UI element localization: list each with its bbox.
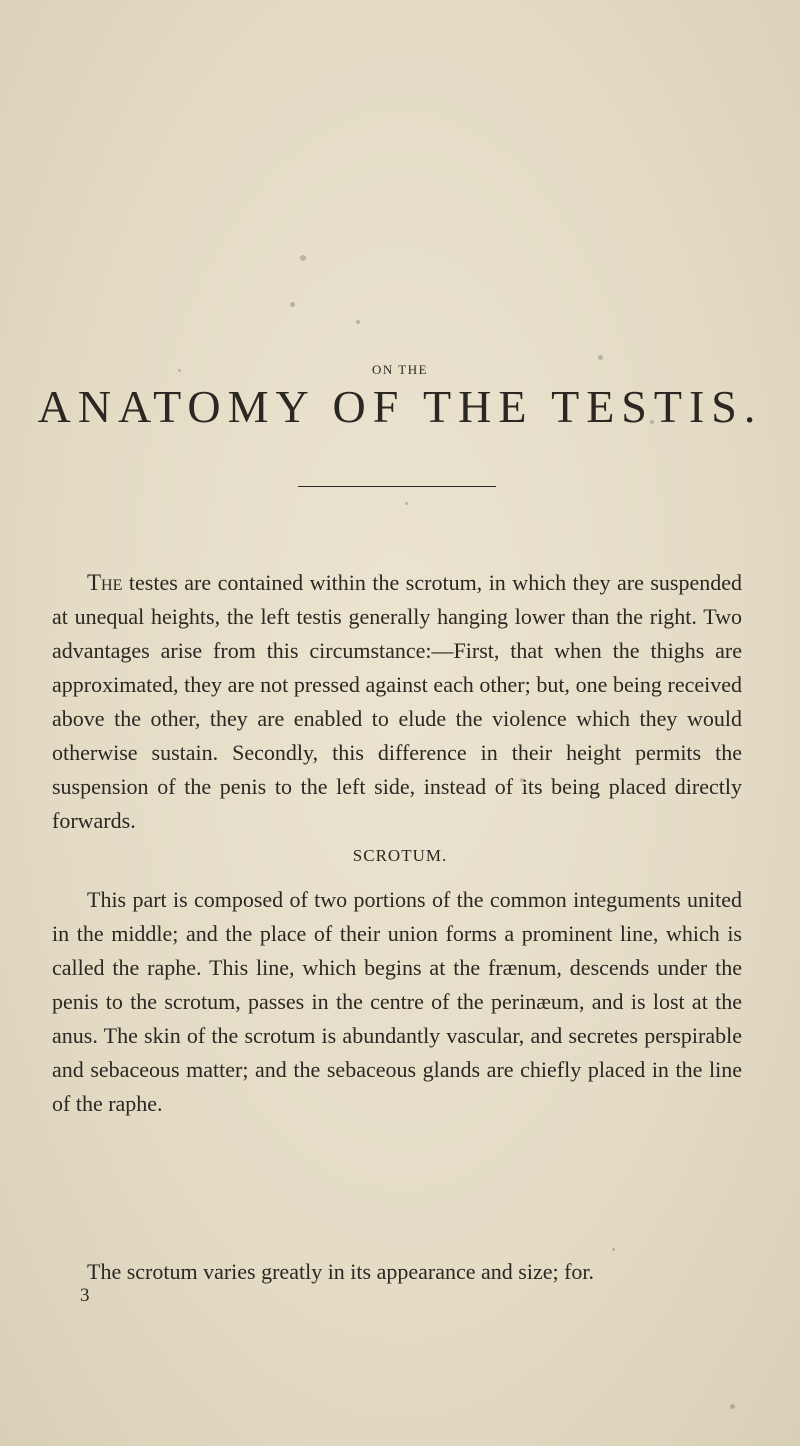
title-rule bbox=[298, 486, 496, 487]
section-heading: SCROTUM. bbox=[352, 846, 448, 865]
scrotum-paragraph: This part is composed of two portions of the common integuments united in the middle; and the place of their union forms a prominent line, which is called the raphe. This line, which begins at the frænum, descends under the penis to the scrotum, passes in the centre of the perinæum, and is lost at the anus. The skin of the scrotum is abundantly vascular, and secretes perspirable and sebaceous matter; and the sebaceous glands are chiefly placed in the line of the raphe. bbox=[52, 887, 742, 1116]
paragraph-text: testes are contained within the scrotum, in which they are suspended at unequal heights, the left testis generally hanging lower than the right. Two advantages arise from this circumstance:—First, that when the thighs are approximated, they are not pressed against each other; but, one being received above the other, they are enabled to elude the violence which they would otherwise sustain. Secondly, this difference in their height permits the suspension of the penis to the left side, instead of its being placed directly forwards. bbox=[52, 570, 742, 833]
foxing-spot bbox=[612, 1248, 615, 1251]
page-number: 3 bbox=[80, 1285, 90, 1306]
foxing-spot bbox=[598, 355, 603, 360]
continuation-paragraph: The scrotum varies greatly in its appearance and size; for. bbox=[87, 1259, 595, 1284]
foxing-spot bbox=[356, 320, 360, 324]
chapter-title: ANATOMY OF THE TESTIS. bbox=[37, 381, 763, 432]
foxing-spot bbox=[405, 502, 408, 505]
paragraph-lead-word: The bbox=[87, 570, 123, 595]
running-head: ON THE bbox=[371, 362, 429, 377]
intro-paragraph bbox=[52, 566, 742, 838]
foxing-spot bbox=[290, 302, 295, 307]
foxing-spot bbox=[300, 255, 306, 261]
foxing-spot bbox=[730, 1404, 735, 1409]
